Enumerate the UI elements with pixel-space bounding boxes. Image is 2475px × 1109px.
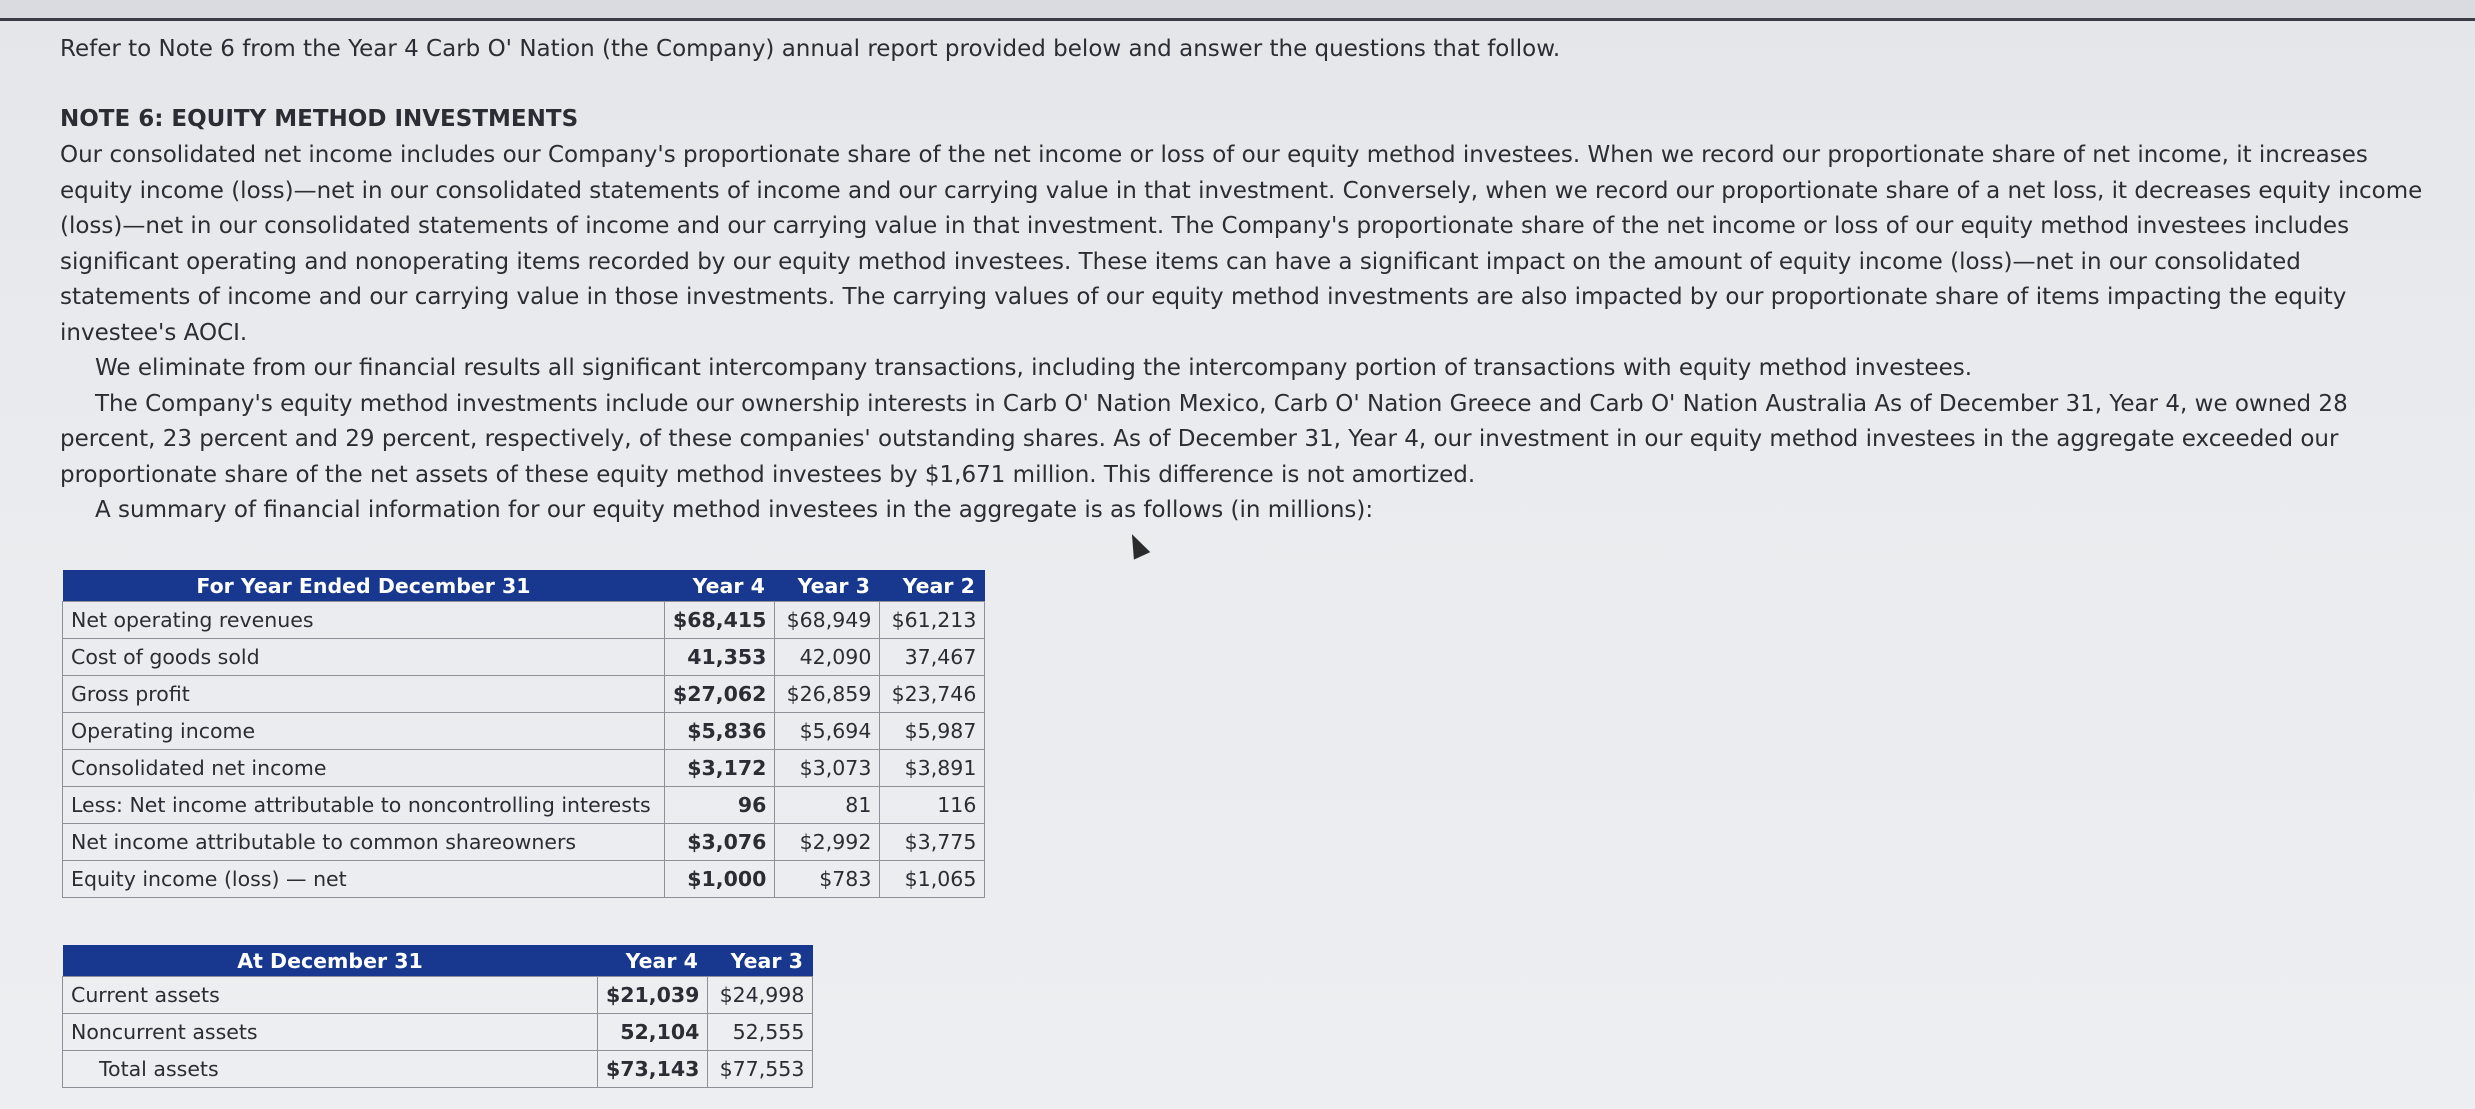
table-cell: $23,746 xyxy=(880,676,985,713)
table-cell: $3,076 xyxy=(665,824,775,861)
column-header: Year 3 xyxy=(708,945,813,977)
table-cell: $1,000 xyxy=(665,861,775,898)
table-row xyxy=(63,861,985,898)
column-header: Year 4 xyxy=(598,945,708,977)
table-cell: $21,039 xyxy=(598,977,708,1014)
table-cell: $24,998 xyxy=(708,977,813,1014)
table-cell: $3,073 xyxy=(775,750,880,787)
row-label: Noncurrent assets xyxy=(63,1014,598,1051)
table-cell: 42,090 xyxy=(775,639,880,676)
table-cell: $68,415 xyxy=(665,602,775,639)
row-label: Net income attributable to common shareowners xyxy=(63,824,665,861)
top-edge xyxy=(0,0,2475,21)
table-row xyxy=(63,787,985,824)
table-cell: $3,891 xyxy=(880,750,985,787)
row-label: Total assets xyxy=(63,1051,598,1088)
table-header-row xyxy=(63,570,985,602)
table-cell: $2,992 xyxy=(775,824,880,861)
table-cell: $3,775 xyxy=(880,824,985,861)
table-row xyxy=(63,713,985,750)
income-summary-table xyxy=(62,570,985,898)
table-cell: $5,836 xyxy=(665,713,775,750)
paragraph-1: Our consolidated net income includes our Company's proportionate share of the net income or loss of our equity method investees. When we record our proportionate share of net income, it increases equity income (loss)—net in our consolidated statements of income and our carrying value in that investment. Conversely, when we record our proportionate share of a net loss, it decreases equity income (loss)—net in our consolidated statements of income and our carrying value in that investment. The Company's proportionate share of the net income or loss of our equity method investees includes significant operating and nonoperating items recorded by our equity method investees. These items can have a significant impact on the amount of equity income (loss)—net in our consolidated statements of income and our carrying value in those investments. The carrying values of our equity method investments are also impacted by our proportionate share of items impacting the equity investee's AOCI. xyxy=(60,142,2423,346)
paragraph-4: A summary of financial information for our equity method investees in the aggregate is as follows (in millions): xyxy=(95,497,1374,523)
table-cell: 52,104 xyxy=(598,1014,708,1051)
table-cell: $1,065 xyxy=(880,861,985,898)
column-header: Year 2 xyxy=(880,570,985,602)
row-label: Equity income (loss) — net xyxy=(63,861,665,898)
column-header: At December 31 xyxy=(63,945,598,977)
balance-summary-table xyxy=(62,945,813,1088)
table-row xyxy=(63,824,985,861)
row-label: Gross profit xyxy=(63,676,665,713)
document xyxy=(60,26,2430,529)
table-row xyxy=(63,639,985,676)
intro-text: Refer to Note 6 from the Year 4 Carb O' Nation (the Company) annual report provided below and answer the questions that follow. xyxy=(60,36,1561,62)
table-cell: 81 xyxy=(775,787,880,824)
row-label: Net operating revenues xyxy=(63,602,665,639)
table-row xyxy=(63,1014,813,1051)
note-heading: NOTE 6: EQUITY METHOD INVESTMENTS xyxy=(60,106,579,132)
table-cell: $783 xyxy=(775,861,880,898)
table-header-row xyxy=(63,945,813,977)
mouse-cursor-icon xyxy=(1124,530,1150,559)
row-label: Less: Net income attributable to noncontrolling interests xyxy=(63,787,665,824)
table-cell: $27,062 xyxy=(665,676,775,713)
table-cell: $77,553 xyxy=(708,1051,813,1088)
paragraph-3: The Company's equity method investments include our ownership interests in Carb O' Nation Mexico, Carb O' Nation Greece and Carb O' Nation Australia As of December 31, Year 4, we owned 28 percent, 23 percent and 29 percent, respectively, of these companies' outstanding shares. As of December 31, Year 4, our investment in our equity method investees in the aggregate exceeded our proportionate share of the net assets of these equity method investees by $1,671 million. This difference is not amortized. xyxy=(60,390,2348,488)
table-cell: $26,859 xyxy=(775,676,880,713)
table-cell: $68,949 xyxy=(775,602,880,639)
row-label: Current assets xyxy=(63,977,598,1014)
table-cell: $5,694 xyxy=(775,713,880,750)
row-label: Cost of goods sold xyxy=(63,639,665,676)
table-cell: $5,987 xyxy=(880,713,985,750)
table-row xyxy=(63,676,985,713)
table-cell: $3,172 xyxy=(665,750,775,787)
table-cell: 116 xyxy=(880,787,985,824)
table-row xyxy=(63,977,813,1014)
paragraph-2: We eliminate from our financial results all significant intercompany transactions, including the intercompany portion of transactions with equity method investees. xyxy=(95,355,1973,381)
row-label: Operating income xyxy=(63,713,665,750)
column-header: Year 3 xyxy=(775,570,880,602)
table-cell: $61,213 xyxy=(880,602,985,639)
table-cell: 52,555 xyxy=(708,1014,813,1051)
table-row xyxy=(63,1051,813,1088)
row-label: Consolidated net income xyxy=(63,750,665,787)
table-row xyxy=(63,750,985,787)
table-row xyxy=(63,602,985,639)
table-cell: 96 xyxy=(665,787,775,824)
column-header: Year 4 xyxy=(665,570,775,602)
column-header: For Year Ended December 31 xyxy=(63,570,665,602)
table-cell: 41,353 xyxy=(665,639,775,676)
table-cell: 37,467 xyxy=(880,639,985,676)
table-cell: $73,143 xyxy=(598,1051,708,1088)
